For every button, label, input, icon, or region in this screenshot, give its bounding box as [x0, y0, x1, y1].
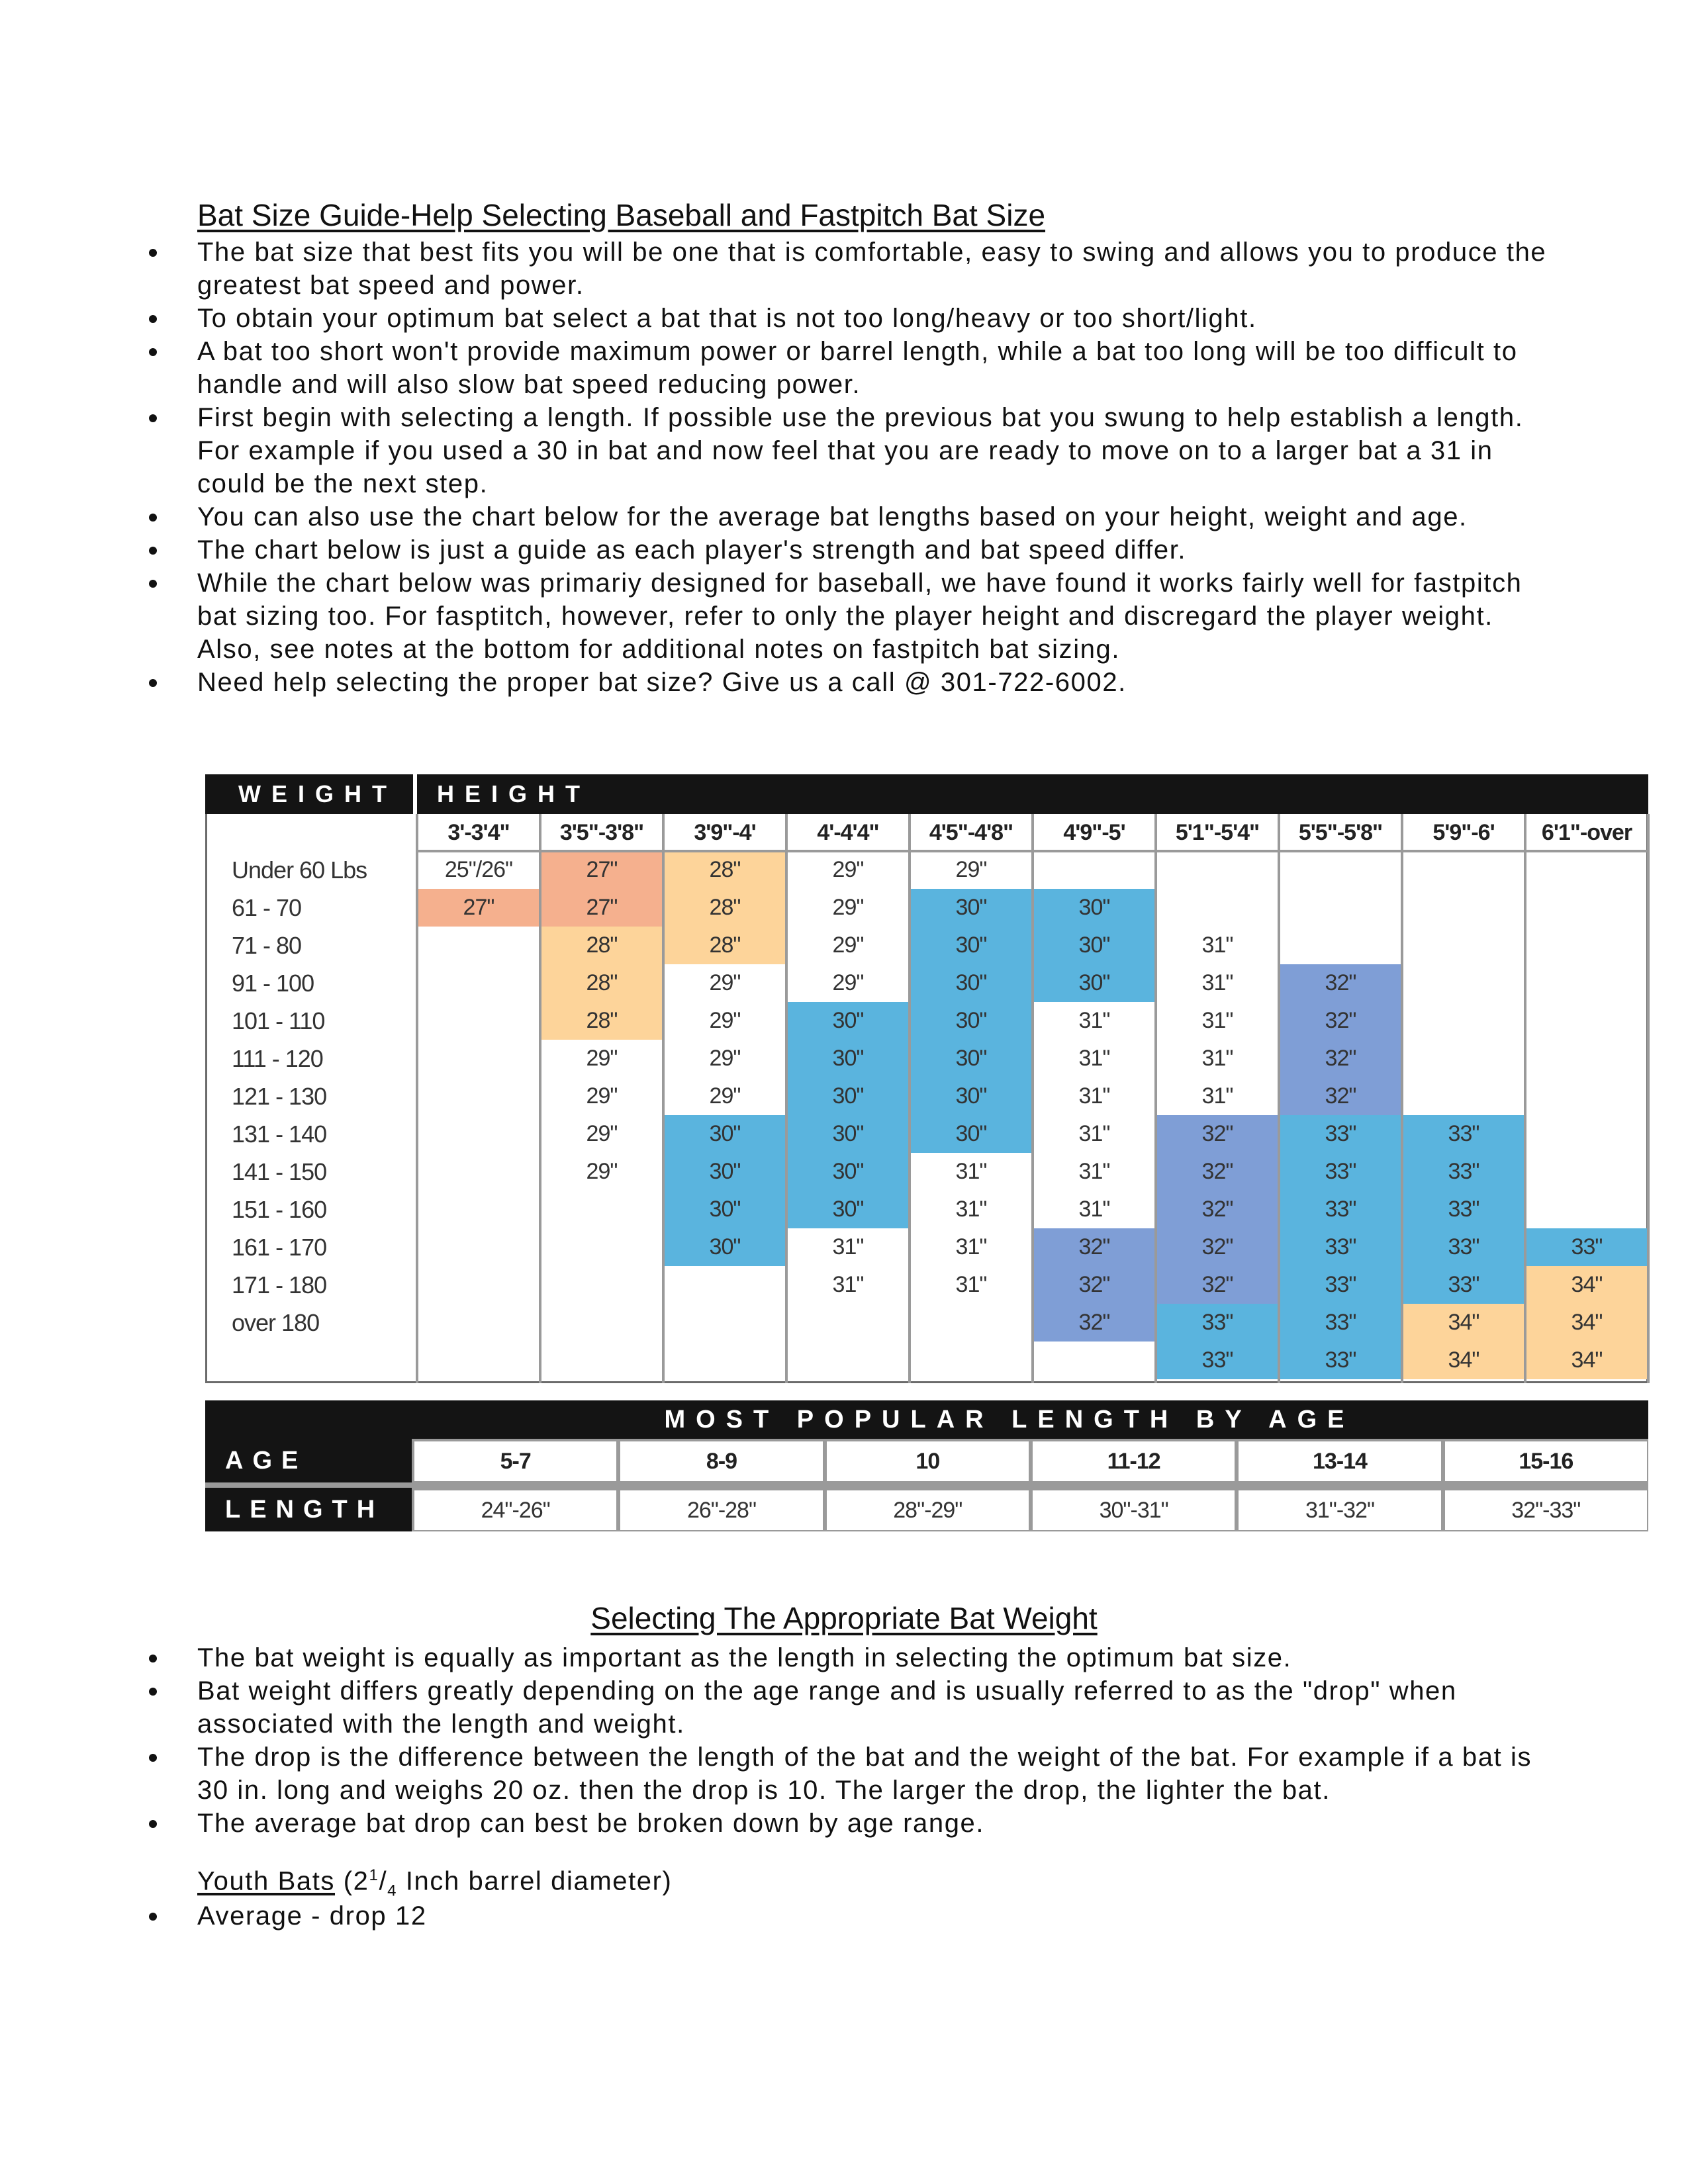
length-cell: 30"-31"	[1033, 1490, 1235, 1530]
bat-length-cell: 31"	[1201, 970, 1233, 995]
bat-length-cell: 34"	[1448, 1310, 1479, 1335]
bat-length-cell: 30"	[955, 1046, 987, 1071]
weight-label: over 180	[232, 1308, 320, 1336]
bat-length-cell: 30"	[832, 1046, 864, 1071]
weight-label: 151 - 160	[232, 1195, 327, 1223]
length-row-label: LENGTH	[205, 1488, 412, 1531]
bat-length-cell: 32"	[1325, 970, 1356, 995]
bat-length-cell: 28"	[586, 970, 618, 995]
bullet-icon	[149, 1913, 157, 1921]
bat-length-cell: 28"	[709, 933, 741, 958]
bat-length-cell: 32"	[1325, 1083, 1356, 1109]
bat-length-cell: 32"	[1078, 1234, 1110, 1259]
bat-length-cell: 30"	[832, 1121, 864, 1146]
bat-length-cell: 31"	[1201, 1046, 1233, 1071]
bat-length-cell: 30"	[1078, 933, 1110, 958]
height-label: 5'9"-6'	[1432, 819, 1495, 845]
length-cell: 31"-32"	[1239, 1490, 1440, 1530]
bat-length-cell: 30"	[709, 1159, 741, 1184]
bat-length-cell: 32"	[1325, 1046, 1356, 1071]
bat-length-cell: 28"	[586, 933, 618, 958]
bat-length-cell: 31"	[955, 1272, 987, 1297]
bat-length-cell: 34"	[1448, 1347, 1479, 1373]
bat-length-cell: 30"	[955, 895, 987, 920]
bat-size-chart	[205, 774, 1648, 1383]
weight-label: 71 - 80	[232, 931, 302, 959]
weight-label: 121 - 130	[232, 1082, 327, 1110]
bat-length-cell: 31"	[1078, 1046, 1110, 1071]
bullet-icon	[149, 580, 157, 588]
bat-length-cell: 32"	[1078, 1310, 1110, 1335]
list-item: While the chart below was primariy designed for baseball, we have found it works fairly well for fastpitch bat sizing too. For fasptitch, however, refer to only the player height and discregard the player weight. Also, see notes at the bottom for additional notes on fastpitch bat sizing.	[149, 567, 1552, 666]
bat-length-cell: 27"	[586, 895, 618, 920]
list-item: Average - drop 12	[149, 1899, 1552, 1933]
list-item: You can also use the chart below for the average bat lengths based on your height, weight and age.	[149, 500, 1552, 533]
youth-bats-line: Youth Bats ($2^1/_4$ Inch barrel diameter)	[197, 1866, 673, 1900]
bat-length-cell: 30"	[832, 1159, 864, 1184]
height-label: 4'-4'4"	[817, 819, 879, 845]
bat-length-cell: 33"	[1448, 1197, 1479, 1222]
length-cell: 32"-33"	[1445, 1490, 1647, 1530]
page-title: Bat Size Guide-Help Selecting Baseball and Fastpitch Bat Size	[197, 198, 1046, 232]
bat-length-cell: 31"	[1078, 1083, 1110, 1109]
bat-length-cell: 33"	[1325, 1347, 1356, 1373]
height-label: 5'1"-5'4"	[1175, 819, 1260, 845]
bat-length-cell: 31"	[955, 1234, 987, 1259]
weight-label: 131 - 140	[232, 1120, 327, 1148]
height-label: 4'5"-4'8"	[929, 819, 1013, 845]
bat-length-cell: 28"	[709, 857, 741, 882]
age-cell: 13-14	[1239, 1441, 1440, 1481]
bat-length-cell: 33"	[1448, 1121, 1479, 1146]
bat-length-cell: 33"	[1448, 1159, 1479, 1184]
bat-length-cell: 33"	[1325, 1121, 1356, 1146]
bat-length-cell: 29"	[709, 970, 741, 995]
bat-length-cell: 33"	[1201, 1347, 1233, 1373]
bat-length-cell: 34"	[1571, 1272, 1603, 1297]
length-cell: 28"-29"	[827, 1490, 1029, 1530]
weight-label: 161 - 170	[232, 1233, 327, 1261]
bat-length-cell: 29"	[709, 1008, 741, 1033]
bullet-icon	[149, 315, 157, 323]
bat-length-cell: 28"	[709, 895, 741, 920]
bat-length-cell: 30"	[709, 1234, 741, 1259]
list-item: Bat weight differs greatly depending on the age range and is usually referred to as the "drop" when associated with the length and weight.	[149, 1674, 1552, 1741]
bat-length-cell: 29"	[955, 857, 987, 882]
age-cell: 5-7	[414, 1441, 616, 1481]
weight-label: 171 - 180	[232, 1271, 327, 1298]
age-cell: 10	[827, 1441, 1029, 1481]
bat-length-cell: 33"	[1448, 1234, 1479, 1259]
bat-length-cell: 27"	[463, 895, 494, 920]
height-label: 3'5"-3'8"	[559, 819, 644, 845]
length-cell: 24"-26"	[414, 1490, 616, 1530]
list-item: The chart below is just a guide as each player's strength and bat speed differ.	[149, 533, 1552, 567]
list-item: The average bat drop can best be broken down by age range.	[149, 1807, 1552, 1840]
height-label: 5'5"-5'8"	[1298, 819, 1383, 845]
bat-length-cell: 31"	[1078, 1197, 1110, 1222]
bat-length-cell: 29"	[586, 1159, 618, 1184]
bullet-icon	[149, 1820, 157, 1828]
bat-length-cell: 33"	[1325, 1310, 1356, 1335]
bat-length-cell: 27"	[586, 857, 618, 882]
bat-length-cell: 31"	[1078, 1159, 1110, 1184]
bat-length-cell: 34"	[1571, 1310, 1603, 1335]
bat-length-cell: 32"	[1201, 1159, 1233, 1184]
bat-length-cell: 32"	[1201, 1272, 1233, 1297]
list-item: To obtain your optimum bat select a bat that is not too long/heavy or too short/light.	[149, 302, 1552, 335]
bullet-icon	[149, 679, 157, 687]
bat-length-cell: 29"	[709, 1046, 741, 1071]
list-item: Need help selecting the proper bat size? Give us a call @ 301-722-6002.	[149, 666, 1552, 699]
bat-length-cell: 33"	[1325, 1197, 1356, 1222]
age-cell: 8-9	[620, 1441, 822, 1481]
weight-label: 91 - 100	[232, 969, 314, 997]
bullet-icon	[149, 547, 157, 555]
height-header: HEIGHT	[437, 780, 591, 807]
bat-length-cell: 33"	[1201, 1310, 1233, 1335]
bat-length-cell: 30"	[955, 1008, 987, 1033]
bat-length-cell: 30"	[832, 1197, 864, 1222]
bat-length-cell: 31"	[955, 1159, 987, 1184]
bat-length-cell: 31"	[832, 1272, 864, 1297]
bat-length-cell: 29"	[832, 857, 864, 882]
list-item: The bat size that best fits you will be one that is comfortable, easy to swing and allows you to produce the greatest bat speed and power.	[149, 236, 1552, 302]
bat-length-cell: 31"	[1078, 1121, 1110, 1146]
weight-label: 141 - 150	[232, 1158, 327, 1185]
bat-length-cell: 31"	[1078, 1008, 1110, 1033]
weight-section-title: Selecting The Appropriate Bat Weight	[590, 1601, 1098, 1635]
weight-label: 101 - 110	[232, 1007, 325, 1034]
average-drop-bullets	[149, 1899, 1552, 1933]
bat-length-cell: 31"	[832, 1234, 864, 1259]
bat-length-cell: 34"	[1571, 1347, 1603, 1373]
age-cell: 15-16	[1445, 1441, 1647, 1481]
weight-header: WEIGHT	[238, 780, 397, 807]
bat-length-cell: 30"	[832, 1083, 864, 1109]
bat-length-cell: 30"	[709, 1197, 741, 1222]
bat-length-cell: 25"/26"	[444, 857, 513, 882]
bat-length-cell: 30"	[709, 1121, 741, 1146]
height-label: 3'9"-4'	[694, 819, 756, 845]
bat-length-cell: 33"	[1448, 1272, 1479, 1297]
bullet-icon	[149, 514, 157, 522]
height-label: 6'1"-over	[1541, 819, 1632, 845]
bat-length-cell: 29"	[586, 1046, 618, 1071]
length-cell: 26"-28"	[620, 1490, 822, 1530]
chart-header-bar	[205, 774, 1648, 814]
bat-length-cell: 29"	[832, 895, 864, 920]
bullet-icon	[149, 1754, 157, 1762]
bullet-icon	[149, 249, 157, 257]
header-separator	[413, 774, 417, 814]
size-guide-bullets	[149, 236, 1552, 699]
bat-length-cell: 33"	[1571, 1234, 1603, 1259]
bat-length-cell: 32"	[1078, 1272, 1110, 1297]
weight-label: Under 60 Lbs	[232, 856, 367, 884]
youth-bats-label: Youth Bats	[197, 1866, 336, 1896]
bullet-icon	[149, 348, 157, 356]
list-item: The bat weight is equally as important as the length in selecting the optimum bat size.	[149, 1641, 1552, 1674]
bat-length-cell: 28"	[586, 1008, 618, 1033]
bullet-icon	[149, 1688, 157, 1696]
bat-length-cell: 33"	[1325, 1234, 1356, 1259]
bat-length-cell: 31"	[1201, 933, 1233, 958]
age-row-label: AGE	[205, 1439, 412, 1482]
bat-length-cell: 30"	[955, 1083, 987, 1109]
height-label: 4'9"-5'	[1063, 819, 1125, 845]
bat-length-cell: 32"	[1201, 1121, 1233, 1146]
bat-length-cell: 32"	[1325, 1008, 1356, 1033]
bat-length-cell: 32"	[1201, 1234, 1233, 1259]
age-length-table	[205, 1400, 1648, 1535]
height-label: 3'-3'4"	[447, 819, 510, 845]
bat-length-cell: 29"	[709, 1083, 741, 1109]
bat-length-cell: 29"	[832, 933, 864, 958]
bat-length-cell: 31"	[955, 1197, 987, 1222]
bat-length-cell: 29"	[832, 970, 864, 995]
list-item: The drop is the difference between the length of the bat and the weight of the bat. For example if a bat is 30 in. long and weighs 20 oz. then the drop is 10. The larger the drop, the lighter the bat.	[149, 1741, 1552, 1807]
bat-length-cell: 30"	[1078, 970, 1110, 995]
bullet-icon	[149, 1655, 157, 1662]
bat-length-cell: 31"	[1201, 1083, 1233, 1109]
bat-length-cell: 30"	[1078, 895, 1110, 920]
bat-length-cell: 32"	[1201, 1197, 1233, 1222]
weight-label: 61 - 70	[232, 893, 302, 921]
bat-length-cell: 31"	[1201, 1008, 1233, 1033]
bat-weight-bullets	[149, 1641, 1552, 1840]
list-item: First begin with selecting a length. If possible use the previous bat you swung to help establish a length. For example if you used a 30 in bat and now feel that you are ready to move on to a larger bat a 31 in could be the next step.	[149, 401, 1552, 500]
bat-length-cell: 33"	[1325, 1272, 1356, 1297]
weight-label: 111 - 120	[232, 1044, 323, 1072]
list-item: A bat too short won't provide maximum power or barrel length, while a bat too long will be too difficult to handle and will also slow bat speed reducing power.	[149, 335, 1552, 401]
bat-length-cell: 30"	[955, 933, 987, 958]
age-cell: 11-12	[1033, 1441, 1235, 1481]
bullet-icon	[149, 414, 157, 422]
bat-length-cell: 30"	[955, 970, 987, 995]
bat-length-cell: 29"	[586, 1121, 618, 1146]
bat-length-cell: 30"	[955, 1121, 987, 1146]
bat-length-cell: 33"	[1325, 1159, 1356, 1184]
bat-length-cell: 30"	[832, 1008, 864, 1033]
age-table-title: MOST POPULAR LENGTH BY AGE	[664, 1406, 1355, 1433]
bat-length-cell: 29"	[586, 1083, 618, 1109]
